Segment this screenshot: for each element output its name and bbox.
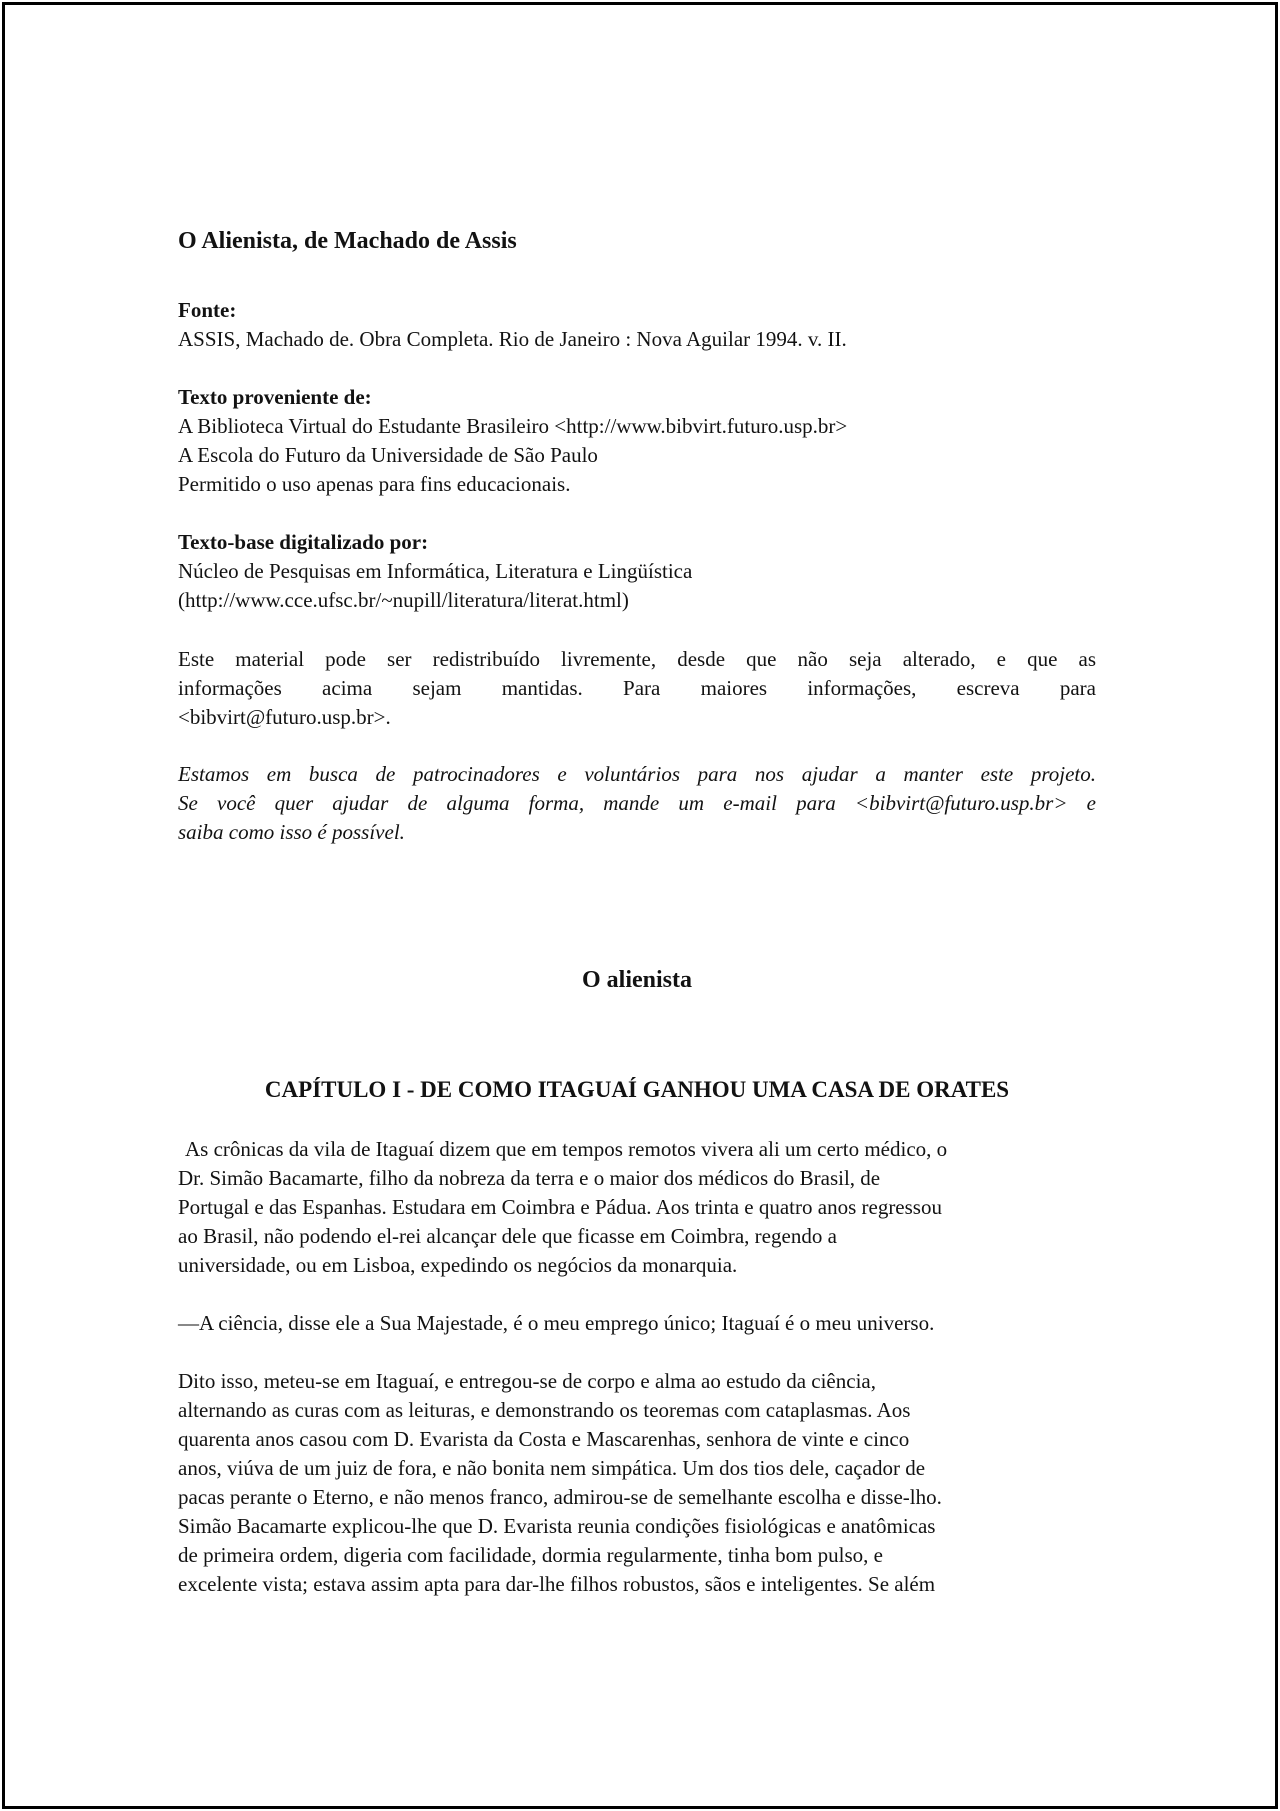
- text-line: ao Brasil, não podendo el-rei alcançar dele que ficasse em Coimbra, regendo a: [178, 1224, 837, 1248]
- text-line: <bibvirt@futuro.usp.br>.: [178, 705, 391, 729]
- digitization-label: Texto-base digitalizado por:: [178, 530, 429, 554]
- text-line: Dr. Simão Bacamarte, filho da nobreza da terra e o maior dos médicos do Brasil, de: [178, 1166, 881, 1190]
- digitization-lines: [178, 557, 1096, 615]
- text-line: informações acima sejam mantidas. Para maiores informações, escreva para: [178, 676, 1096, 700]
- text-line: (http://www.cce.ufsc.br/~nupill/literatura/literat.html): [178, 588, 629, 612]
- dialogue-line: —A ciência, disse ele a Sua Majestade, é o meu emprego único; Itaguaí é o meu universo.: [178, 1311, 935, 1335]
- document-title: O Alienista, de Machado de Assis: [178, 228, 517, 254]
- text-line: As crônicas da vila de Itaguaí dizem que em tempos remotos vivera ali um certo médico, o: [185, 1137, 948, 1161]
- provenance-lines: [178, 412, 1096, 499]
- text-line: saiba como isso é possível.: [178, 820, 405, 844]
- text-line: Simão Bacamarte explicou-lhe que D. Evarista reunia condições fisiológicas e anatômicas: [178, 1514, 936, 1538]
- text-line: excelente vista; estava assim apta para dar-lhe filhos robustos, sãos e inteligentes. Se além: [178, 1572, 936, 1596]
- source-citation: ASSIS, Machado de. Obra Completa. Rio de Janeiro : Nova Aguilar 1994. v. II.: [178, 327, 847, 351]
- chapter-paragraph-1: [178, 1135, 1096, 1280]
- text-line: Portugal e das Espanhas. Estudara em Coimbra e Pádua. Aos trinta e quatro anos regressou: [178, 1195, 942, 1219]
- book-title: O alienista: [581, 967, 692, 993]
- text-line: de primeira ordem, digeria com facilidade, dormia regularmente, tinha bom pulso, e: [178, 1543, 883, 1567]
- text-line: Permitido o uso apenas para fins educacionais.: [178, 472, 571, 496]
- text-line: Dito isso, meteu-se em Itaguaí, e entregou-se de corpo e alma ao estudo da ciência,: [178, 1369, 876, 1393]
- sponsor-appeal-paragraph: [178, 760, 1096, 847]
- text-line: Estamos em busca de patrocinadores e voluntários para nos ajudar a manter este projeto.: [178, 762, 1096, 786]
- text-line: alternando as curas com as leituras, e demonstrando os teoremas com cataplasmas. Aos: [178, 1398, 911, 1422]
- text-line: Núcleo de Pesquisas em Informática, Literatura e Lingüística: [178, 559, 693, 583]
- chapter-paragraph-2: [178, 1367, 1096, 1599]
- source-label: Fonte:: [178, 298, 237, 322]
- text-line: Este material pode ser redistribuído livremente, desde que não seja alterado, e que as: [178, 647, 1096, 671]
- chapter-heading: CAPÍTULO I - DE COMO ITAGUAÍ GANHOU UMA CASA DE ORATES: [264, 1077, 1010, 1102]
- license-paragraph: [178, 645, 1096, 732]
- document-body: [178, 226, 1096, 1599]
- text-line: Se você quer ajudar de alguma forma, mande um e-mail para <bibvirt@futuro.usp.br> e: [178, 791, 1096, 815]
- provenance-label: Texto proveniente de:: [178, 385, 372, 409]
- text-line: anos, viúva de um juiz de fora, e não bonita nem simpática. Um dos tios dele, caçador de: [178, 1456, 926, 1480]
- text-line: pacas perante o Eterno, e não menos franco, admirou-se de semelhante escolha e disse-lho.: [178, 1485, 942, 1509]
- text-line: A Biblioteca Virtual do Estudante Brasileiro <http://www.bibvirt.futuro.usp.br>: [178, 414, 848, 438]
- text-line: universidade, ou em Lisboa, expedindo os negócios da monarquia.: [178, 1253, 738, 1277]
- text-line: quarenta anos casou com D. Evarista da Costa e Mascarenhas, senhora de vinte e cinco: [178, 1427, 910, 1451]
- text-line: A Escola do Futuro da Universidade de São Paulo: [178, 443, 598, 467]
